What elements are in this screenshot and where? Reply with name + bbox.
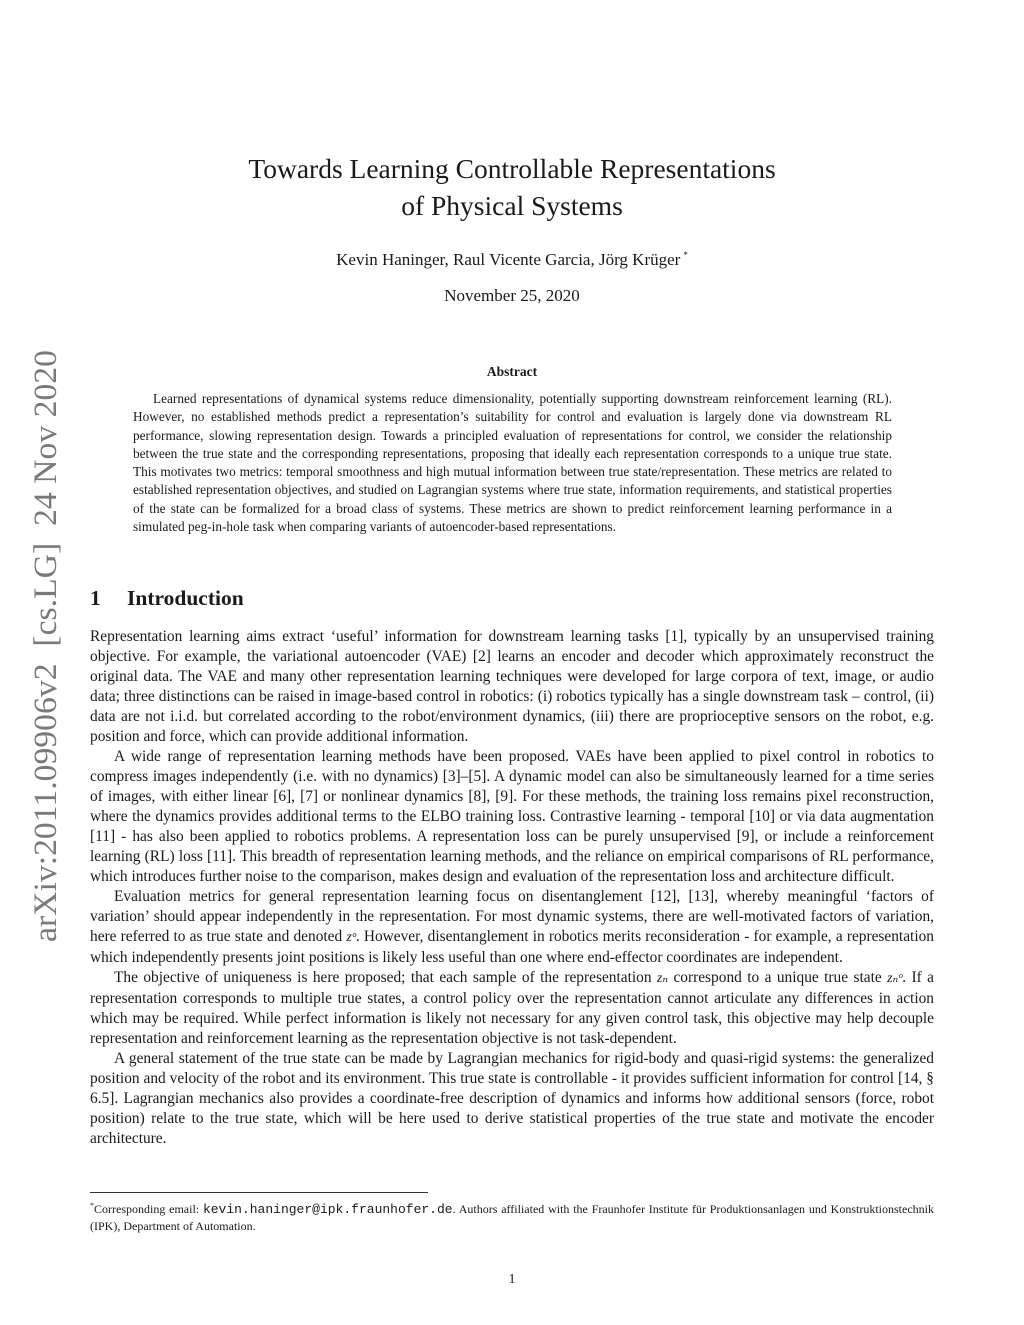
- abstract-text: Learned representations of dynamical systems reduce dimensionality, potentially supporting downstream reinforcement learning (RL). However, no established methods predict a representation’s suitability for control and evaluation is largely done via downstream RL performance, slowing representation design. Towards a principled evaluation of representations for control, we consider the relationship between the true state and the corresponding representations, proposing that ideally each representation corresponds to a unique true state. This motivates two metrics: temporal smoothness and high mutual information between true state/representation. These metrics are related to established representation objectives, and studied on Lagrangian systems where true state, information requirements, and statistical properties of the state can be formalized for a broad class of systems. These metrics are shown to predict reinforcement learning performance in a simulated peg-in-hole task when comparing variants of autoencoder-based representations.: [133, 391, 892, 535]
- author-footnote-mark: *: [683, 250, 688, 260]
- page-number: 1: [508, 1272, 516, 1287]
- paper-title-line-1: Towards Learning Controllable Representations: [248, 153, 776, 184]
- footnote-mark: *: [90, 1201, 94, 1210]
- abstract-heading: Abstract: [486, 364, 538, 379]
- paragraph-4-text-c: . If a representation corresponds to multiple true states, a control policy over the representation cannot articulate any differences in action which may be required. While perfect information is likely not necessary for any given control task, this objective may help decouple representation and reinforcement learning as the representation objective is not task-dependent.: [90, 969, 934, 1047]
- true-state-sample-symbol: zₙᵒ: [887, 971, 903, 986]
- paragraph-4-text-b: correspond to a unique true state: [673, 969, 882, 986]
- arxiv-stamp: [10, 345, 72, 945]
- footnote-prefix: Corresponding email:: [94, 1202, 203, 1216]
- footnote-affiliation: . Authors affiliated with the Fraunhofer Institute für Produktionsanlagen und Konstruktionstechnik (IPK), Department of Automation.: [90, 1202, 934, 1233]
- representation-symbol: zₙ: [656, 971, 669, 986]
- footnote: [90, 1198, 934, 1234]
- paragraph-5: A general statement of the true state can be made by Lagrangian mechanics for rigid-body and quasi-rigid systems: the generalized position and velocity of the robot and its environment. This true state is controllable - it provides sufficient information for control [14, § 6.5]. Lagrangian mechanics also provides a coordinate-free description of dynamics and informs how additional sensors (force, robot position) relate to the true state, which will be here used to derive statistical properties of the true state and motivate the encoder architecture.: [90, 1050, 934, 1147]
- paper-title-line-2: of Physical Systems: [401, 190, 623, 221]
- paragraph-3: [90, 887, 934, 968]
- author-names: Kevin Haninger, Raul Vicente Garcia, Jörg Krüger: [336, 250, 681, 269]
- section-title: Introduction: [127, 586, 244, 610]
- paragraph-3-text-b: . However, disentanglement in robotics merits reconsideration - for example, a representation which independently presents joint positions is likely less useful than one where end-effector coordinates are independent.: [90, 928, 934, 966]
- publication-date: November 25, 2020: [444, 286, 580, 305]
- corresponding-email: kevin.haninger@ipk.fraunhofer.de: [202, 1202, 453, 1217]
- footnote-divider: [90, 1192, 428, 1193]
- author-list: [90, 244, 934, 271]
- paragraph-2: A wide range of representation learning methods have been proposed. VAEs have been applied to pixel control in robotics to compress images independently (i.e. with no dynamics) [3]–[5]. A dynamic model can also be simultaneously learned for a time series of images, with either linear [6], [7] or nonlinear dynamics [8], [9]. For these methods, the training loss remains pixel reconstruction, where the dynamics provides additional terms to the ELBO training loss. Contrastive learning - temporal [10] or via data augmentation [11] - has also been applied to robotics problems. A representation loss can be purely unsupervised [9], or include a reinforcement learning (RL) loss [11]. This breadth of representation learning methods, and the reliance on empirical comparisons of RL performance, which introduces further noise to the comparison, makes design and evaluation of the representation loss and architecture difficult.: [90, 748, 934, 885]
- arxiv-stamp-text: arXiv:2011.09906v2 [cs.LG] 24 Nov 2020: [28, 362, 64, 942]
- paper-title: [90, 150, 934, 224]
- paragraph-4-text-a: The objective of uniqueness is here proposed; that each sample of the representation: [114, 969, 652, 986]
- paragraph-1: Representation learning aims extract ‘useful’ information for downstream learning tasks [1], typically by an unsupervised training objective. For example, the variational autoencoder (VAE) [2] learns an encoder and decoder which approximately reconstruct the original data. The VAE and many other representation learning techniques were developed for large corpora of text, image, or audio data; three distinctions can be raised in image-based control in robotics: (i) robotics typically has a single downstream task – control, (ii) data are not i.i.d. but correlated according to the robot/environment dynamics, (iii) there are proprioceptive sensors on the robot, e.g. position and force, which can provide additional information.: [90, 628, 934, 745]
- section-number: 1: [90, 586, 101, 610]
- section-heading: [90, 586, 244, 611]
- paragraph-3-text-a: Evaluation metrics for general representation learning focus on disentanglement [12], [13], whereby meaningful ‘factors of variation’ should appear independently in the representation. For most dynamic systems, there are well-motivated factors of variation, here referred to as true state and denoted: [90, 888, 934, 945]
- introduction-body: [90, 627, 934, 1149]
- paragraph-4: [90, 968, 934, 1049]
- true-state-symbol: zᵒ: [346, 930, 356, 945]
